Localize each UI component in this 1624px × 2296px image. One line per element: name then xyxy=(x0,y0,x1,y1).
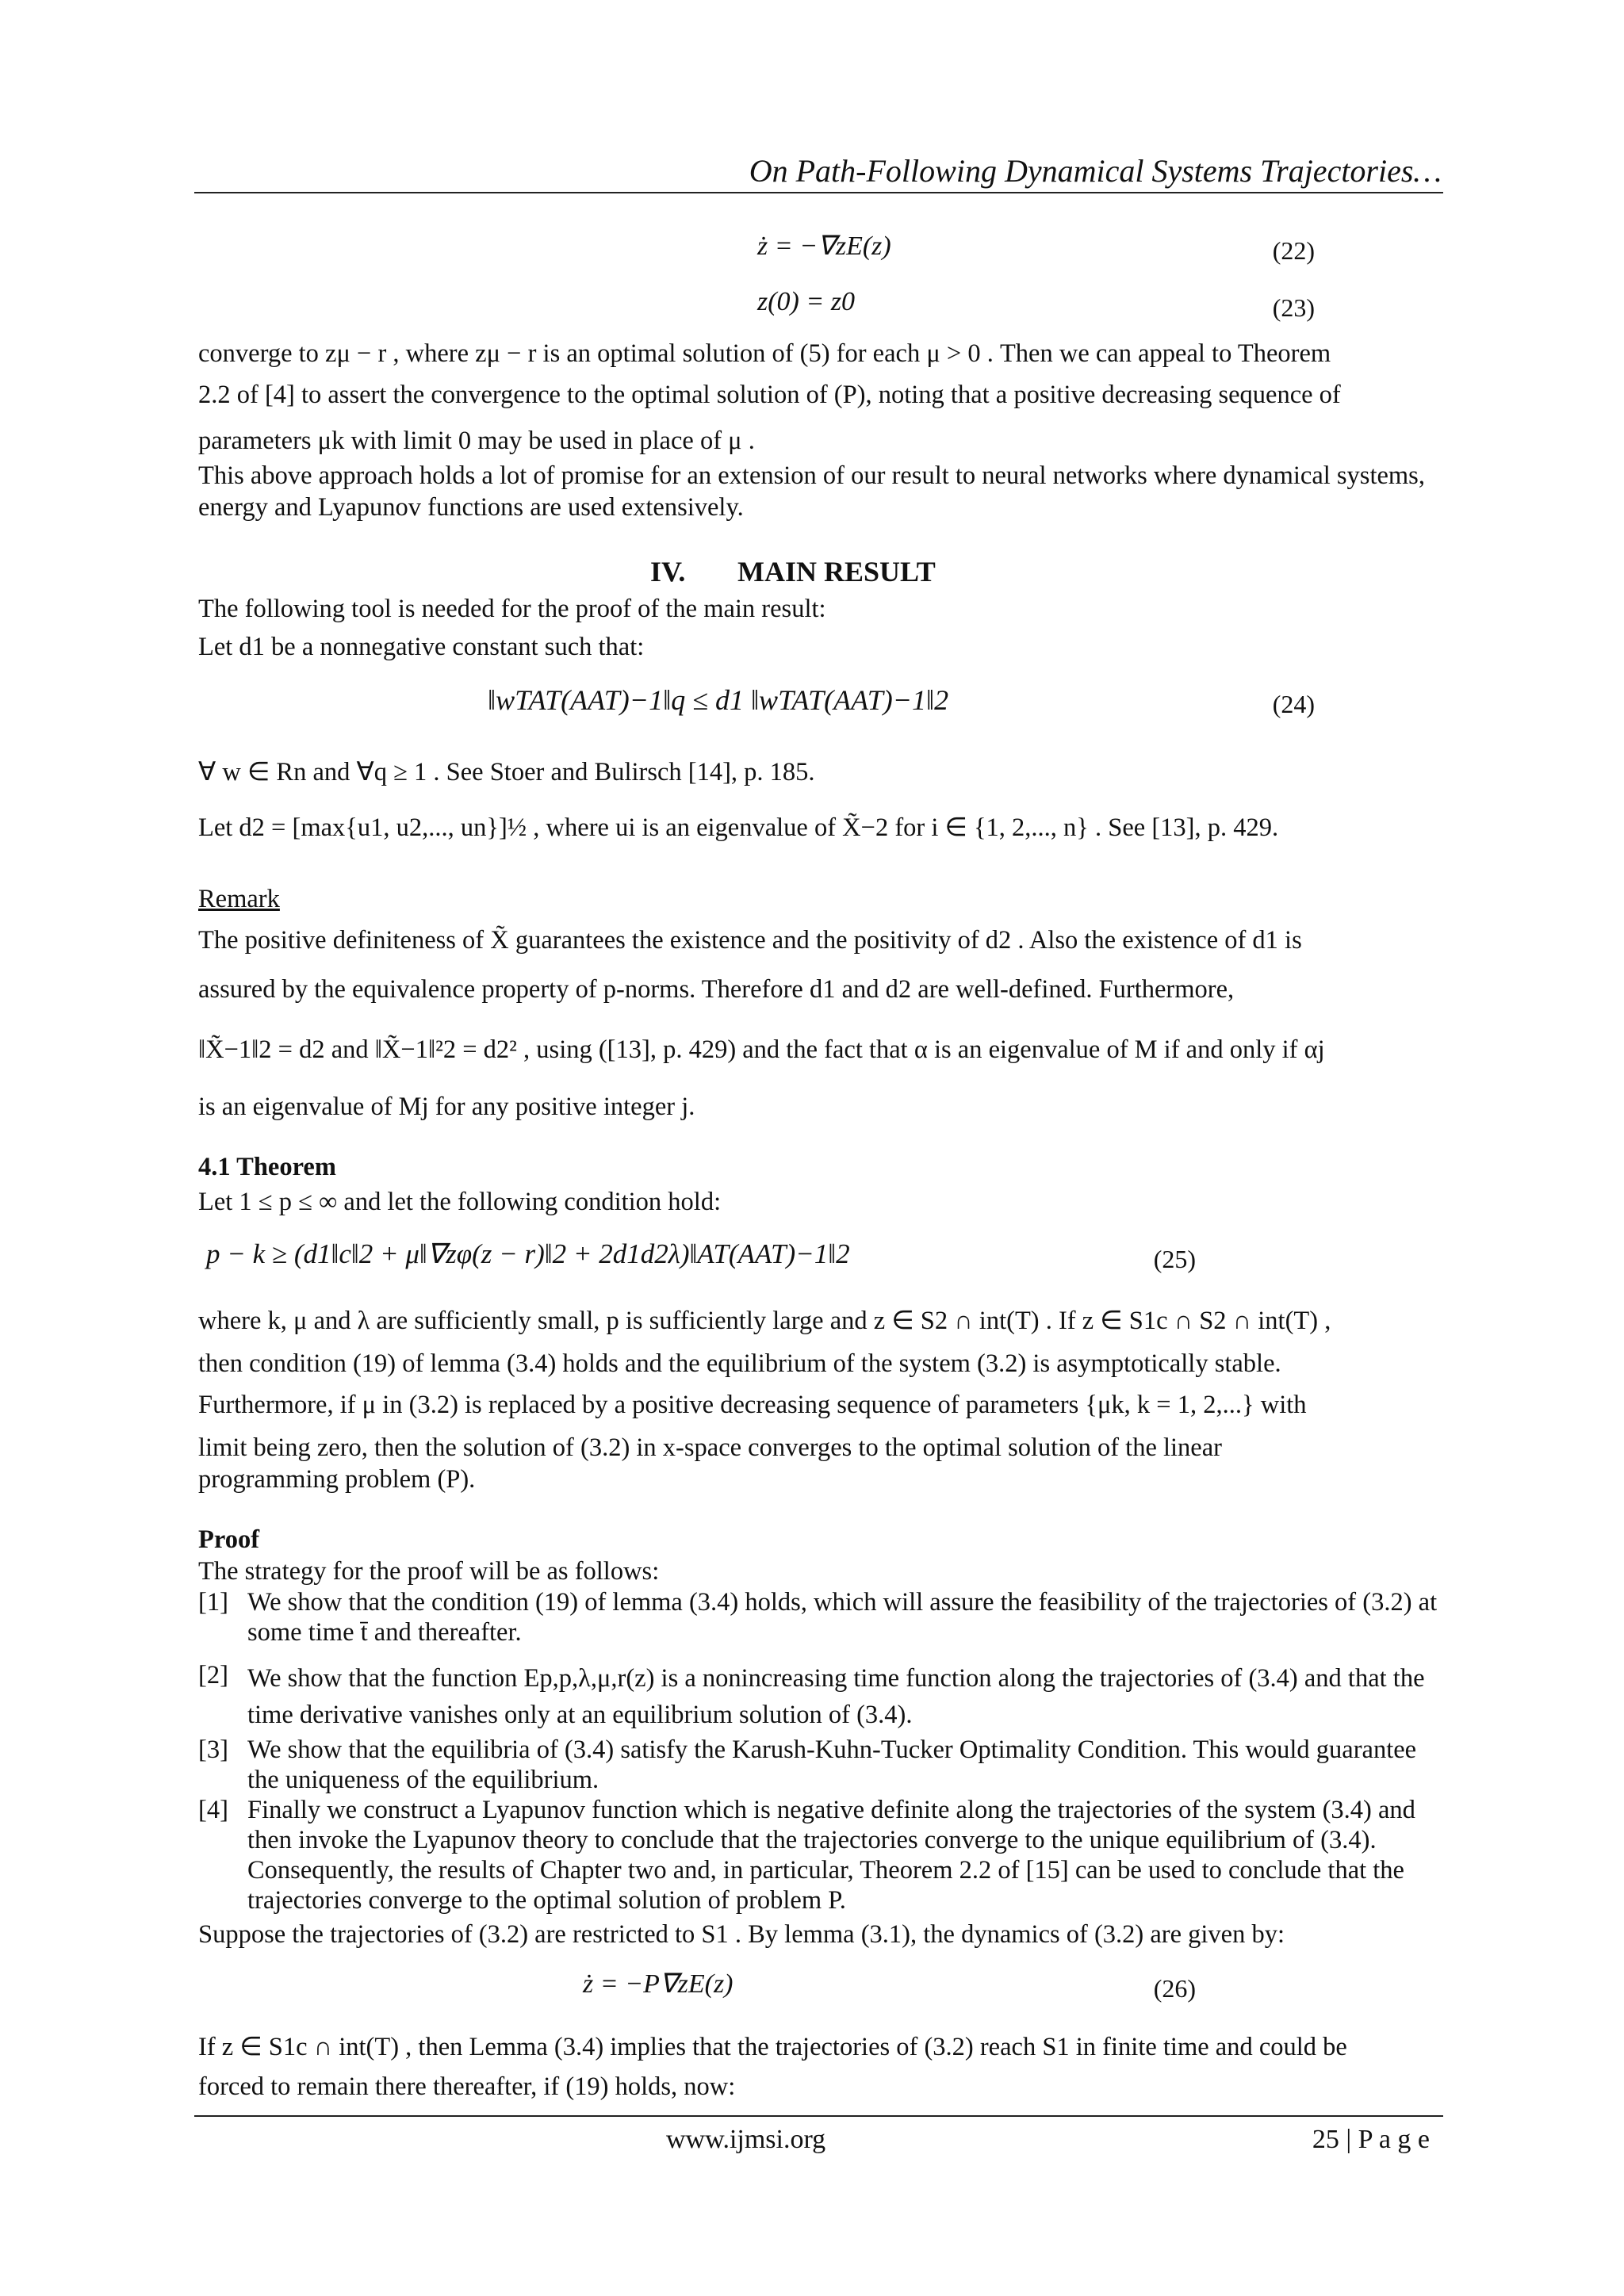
equation-26: ż = −P∇zE(z) xyxy=(583,1969,733,1999)
equation-22: ż = −∇zE(z) xyxy=(757,232,891,261)
section-title: MAIN RESULT xyxy=(737,556,936,587)
intro-line-4: This above approach holds a lot of promise for an extension of our result to neural networks where dynamical systems, energy and Lyapunov functions are used extensively. xyxy=(198,461,1425,522)
equation-23: z(0) = z0 xyxy=(757,287,856,316)
remark-line-4: is an eigenvalue of Mj for any positive integer j. xyxy=(198,1093,695,1121)
theorem-line-4: Furthermore, if μ in (3.2) is replaced by a positive decreasing sequence of parameters {μk, k = 1, 2,...} with xyxy=(198,1391,1307,1419)
forall-line: ∀ w ∈ Rn and ∀q ≥ 1 . See Stoer and Bulirsch [14], p. 185. xyxy=(198,758,815,786)
theorem-line-1: Let 1 ≤ p ≤ ∞ and let the following condition hold: xyxy=(198,1188,722,1216)
proof-heading: Proof xyxy=(198,1525,260,1554)
proof-step-number: [2] xyxy=(198,1661,228,1689)
remark-line-1: The positive definiteness of X̃ guarantees the existence and the positivity of d2 . Also the existence of d1 is xyxy=(198,926,1302,955)
intro-line-2: 2.2 of [4] to assert the convergence to the optimal solution of (P), noting that a positive decreasing sequence of xyxy=(198,381,1341,409)
proof-step-number: [4] xyxy=(198,1796,228,1824)
running-header: On Path-Following Dynamical Systems Trajectories… xyxy=(749,153,1442,189)
section-number: IV. xyxy=(650,556,686,587)
theorem-line-6: programming problem (P). xyxy=(198,1465,476,1494)
header-rule xyxy=(194,192,1443,193)
tool-line-2: Let d1 be a nonnegative constant such that: xyxy=(198,633,645,661)
page-number: 25 | P a g e xyxy=(1312,2125,1430,2154)
equation-number-22: (22) xyxy=(1272,236,1315,265)
proof-step-text: We show that the condition (19) of lemma (3.4) holds, which will assure the feasibility of the trajectories of (3.2) at some time t̄ and thereafter. xyxy=(247,1588,1438,1647)
proof-step-text: Finally we construct a Lyapunov function which is negative definite along the trajectories of the system (3.4) and then invoke the Lyapunov theory to conclude that the trajectories converge to the unique equilibrium of (3.4). Consequently, the results of Chapter two and, in particular, Theorem 2.2 of [15] can be used to conclude that the trajectories converge to the optimal solution of problem P. xyxy=(247,1796,1415,1915)
remark-heading: Remark xyxy=(198,885,280,913)
proof-after-1: Suppose the trajectories of (3.2) are restricted to S1 . By lemma (3.1), the dynamics of (3.2) are given by: xyxy=(198,1920,1285,1949)
theorem-line-3: then condition (19) of lemma (3.4) holds and the equilibrium of the system (3.2) is asymptotically stable. xyxy=(198,1349,1281,1378)
equation-number-25: (25) xyxy=(1153,1245,1196,1273)
theorem-line-2: where k, μ and λ are sufficiently small, p is sufficiently large and z ∈ S2 ∩ int(T) . If z ∈ S1c ∩ S2 ∩ int(T) , xyxy=(198,1307,1331,1335)
proof-after-2: If z ∈ S1c ∩ int(T) , then Lemma (3.4) implies that the trajectories of (3.2) reach S1 in finite time and could be xyxy=(198,2033,1347,2061)
remark-line-3: ‖X̃−1‖2 = d2 and ‖X̃−1‖²2 = d2² , using ([13], p. 429) and the fact that α is an eigenvalue of M if and only if αj xyxy=(198,1035,1325,1064)
equation-25: p − k ≥ (d1‖c‖2 + μ‖∇zφ(z − r)‖2 + 2d1d2λ)‖AT(AAT)−1‖2 xyxy=(206,1238,850,1269)
intro-line-1: converge to zμ − r , where zμ − r is an optimal solution of (5) for each μ > 0 . Then we can appeal to Theorem xyxy=(198,339,1331,368)
proof-step-number: [1] xyxy=(198,1588,228,1617)
d2-definition: Let d2 = [max{u1, u2,..., un}]½ , where ui is an eigenvalue of X̃−2 for i ∈ {1, 2,..., n} . See [13], p. 429. xyxy=(198,813,1279,842)
equation-number-24: (24) xyxy=(1272,690,1315,718)
tool-line-1: The following tool is needed for the proof of the main result: xyxy=(198,595,826,623)
proof-step-text: We show that the function Ep,p,λ,μ,r(z) is a nonincreasing time function along the trajectories of (3.4) and that the time derivative vanishes only at an equilibrium solution of (3.4). xyxy=(247,1664,1425,1729)
proof-step-number: [3] xyxy=(198,1735,228,1764)
footer-site: www.ijmsi.org xyxy=(666,2125,826,2154)
equation-24: ‖wTAT(AAT)−1‖q ≤ d1 ‖wTAT(AAT)−1‖2 xyxy=(488,684,949,716)
proof-step-text: We show that the equilibria of (3.4) satisfy the Karush-Kuhn-Tucker Optimality Condition. This would guarantee the uniqueness of the equilibrium. xyxy=(247,1735,1417,1794)
equation-number-26: (26) xyxy=(1153,1974,1196,2003)
footer-rule xyxy=(194,2115,1443,2117)
proof-intro: The strategy for the proof will be as follows: xyxy=(198,1557,660,1586)
theorem-line-5: limit being zero, then the solution of (3.2) in x-space converges to the optimal solution of the linear xyxy=(198,1433,1222,1462)
theorem-heading: 4.1 Theorem xyxy=(198,1153,336,1181)
proof-after-3: forced to remain there thereafter, if (19) holds, now: xyxy=(198,2072,736,2101)
remark-line-2: assured by the equivalence property of p-norms. Therefore d1 and d2 are well-defined. Furthermore, xyxy=(198,975,1235,1004)
equation-number-23: (23) xyxy=(1272,293,1315,322)
intro-line-3: parameters μk with limit 0 may be used in place of μ . xyxy=(198,427,755,455)
